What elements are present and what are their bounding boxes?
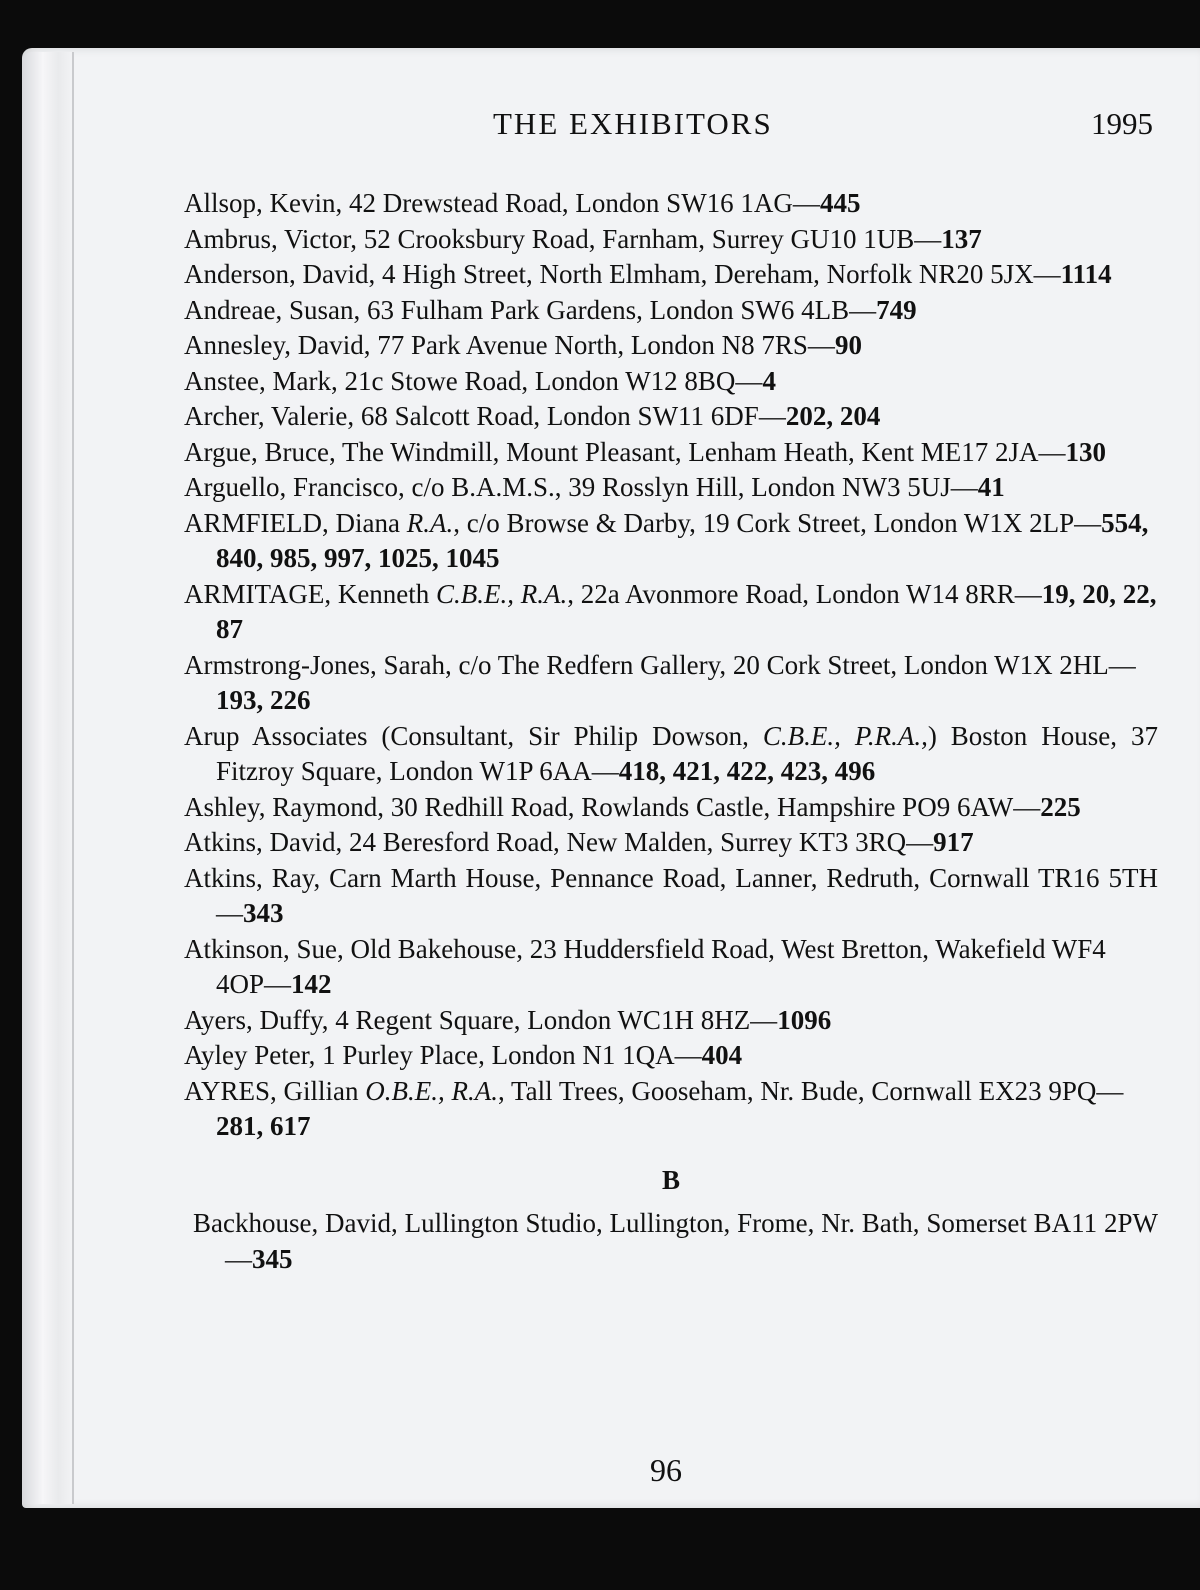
exhibitor-entry: Atkins, Ray, Carn Marth House, Pennance Road, Lanner, Redruth, Cornwall TR16 5TH—343 xyxy=(184,862,1158,928)
exhibitor-entry: Ambrus, Victor, 52 Crooksbury Road, Farnham, Surrey GU10 1UB—137 xyxy=(184,223,982,254)
catalogue-numbers: 225 xyxy=(1040,791,1081,822)
catalogue-numbers: 137 xyxy=(941,223,982,254)
catalogue-numbers: 749 xyxy=(876,294,917,325)
exhibitor-entry: Arup Associates (Consultant, Sir Philip Dowson, C.B.E., P.R.A.,) Boston House, 37 Fitzroy Square, London W1P 6AA—418, 421, 422, 423, 496 xyxy=(184,720,1158,786)
exhibitor-entry: Anderson, David, 4 High Street, North Elmham, Dereham, Norfolk NR20 5JX—1114 xyxy=(184,259,1112,289)
exhibitor-entry: Allsop, Kevin, 42 Drewstead Road, London SW16 1AG—445 xyxy=(184,188,861,218)
catalogue-numbers: 193, 226 xyxy=(216,685,311,715)
exhibitor-entry: Argue, Bruce, The Windmill, Mount Pleasant, Lenham Heath, Kent ME17 2JA—130 xyxy=(184,436,1107,467)
exhibitor-entry: Ayers, Duffy, 4 Regent Square, London WC1H 8HZ—1096 xyxy=(184,1004,832,1035)
section-letter-heading: B xyxy=(661,1164,680,1195)
page-number: 96 xyxy=(650,1452,682,1488)
exhibitor-entry: Anstee, Mark, 21c Stowe Road, London W12 8BQ—4 xyxy=(184,365,776,396)
running-header-title: THE EXHIBITORS xyxy=(493,106,773,141)
catalogue-numbers: 445 xyxy=(819,188,861,218)
honour-title: C.B.E., R.A. xyxy=(436,578,568,609)
exhibitor-entry: ARMITAGE, Kenneth C.B.E., R.A., 22a Avonmore Road, London W14 8RR—19, 20, 22, 87 xyxy=(184,578,1157,644)
catalogue-numbers: 19, 20, 22, 87 xyxy=(216,578,1157,644)
catalogue-numbers: 4 xyxy=(762,365,776,396)
catalogue-numbers: 281, 617 xyxy=(216,1111,311,1141)
catalogue-numbers: 1114 xyxy=(1060,259,1112,289)
honour-title: C.B.E., P.R.A., xyxy=(762,720,928,751)
catalogue-numbers: 404 xyxy=(701,1040,743,1070)
exhibitor-entry: Ashley, Raymond, 30 Redhill Road, Rowlands Castle, Hampshire PO9 6AW—225 xyxy=(184,791,1081,822)
exhibitor-entry: Atkins, David, 24 Beresford Road, New Malden, Surrey KT3 3RQ—917 xyxy=(184,827,974,857)
exhibitor-entry: Annesley, David, 77 Park Avenue North, London N8 7RS—90 xyxy=(184,330,862,360)
exhibitor-entry: Ayley Peter, 1 Purley Place, London N1 1QA—404 xyxy=(184,1040,743,1070)
catalogue-numbers: 90 xyxy=(834,330,862,360)
exhibitor-entry: Andreae, Susan, 63 Fulham Park Gardens, London SW6 4LB—749 xyxy=(184,294,917,325)
book-spine xyxy=(22,52,74,1504)
catalogue-numbers: 345 xyxy=(252,1243,293,1274)
exhibitor-entry: Atkinson, Sue, Old Bakehouse, 23 Huddersfield Road, West Bretton, Wakefield WF4 4OP—142 xyxy=(184,933,1106,999)
catalogue-numbers: 130 xyxy=(1065,436,1107,467)
catalogue-numbers: 41 xyxy=(977,472,1005,502)
catalogue-numbers: 1096 xyxy=(777,1004,832,1035)
catalogue-numbers: 142 xyxy=(291,969,332,999)
exhibitor-entry: Arguello, Francisco, c/o B.A.M.S., 39 Rosslyn Hill, London NW3 5UJ—41 xyxy=(184,472,1005,502)
exhibitor-entry: ARMFIELD, Diana R.A., c/o Browse & Darby, 19 Cork Street, London W1X 2LP—554, 840, 985, 997, 1025, 1045 xyxy=(184,507,1149,573)
exhibitor-list xyxy=(184,186,1158,1277)
exhibitor-entry: Archer, Valerie, 68 Salcott Road, London SW11 6DF—202, 204 xyxy=(184,401,881,431)
exhibitor-entry: AYRES, Gillian O.B.E., R.A., Tall Trees, Gooseham, Nr. Bude, Cornwall EX23 9PQ—281, 617 xyxy=(184,1075,1124,1141)
catalogue-numbers: 343 xyxy=(243,898,284,928)
catalogue-numbers: 418, 421, 422, 423, 496 xyxy=(618,756,876,786)
exhibitor-entry: Backhouse, David, Lullington Studio, Lullington, Frome, Nr. Bath, Somerset BA11 2PW—345 xyxy=(193,1208,1158,1274)
catalogue-numbers: 554, 840, 985, 997, 1025, 1045 xyxy=(216,507,1149,573)
catalogue-numbers: 917 xyxy=(933,827,974,857)
honour-title: R.A. xyxy=(406,507,454,538)
exhibitor-entry: Armstrong-Jones, Sarah, c/o The Redfern Gallery, 20 Cork Street, London W1X 2HL—193, 226 xyxy=(184,649,1136,715)
honour-title: O.B.E., R.A. xyxy=(365,1075,499,1106)
running-header-year: 1995 xyxy=(1091,106,1153,141)
catalogue-numbers: 202, 204 xyxy=(785,401,881,431)
